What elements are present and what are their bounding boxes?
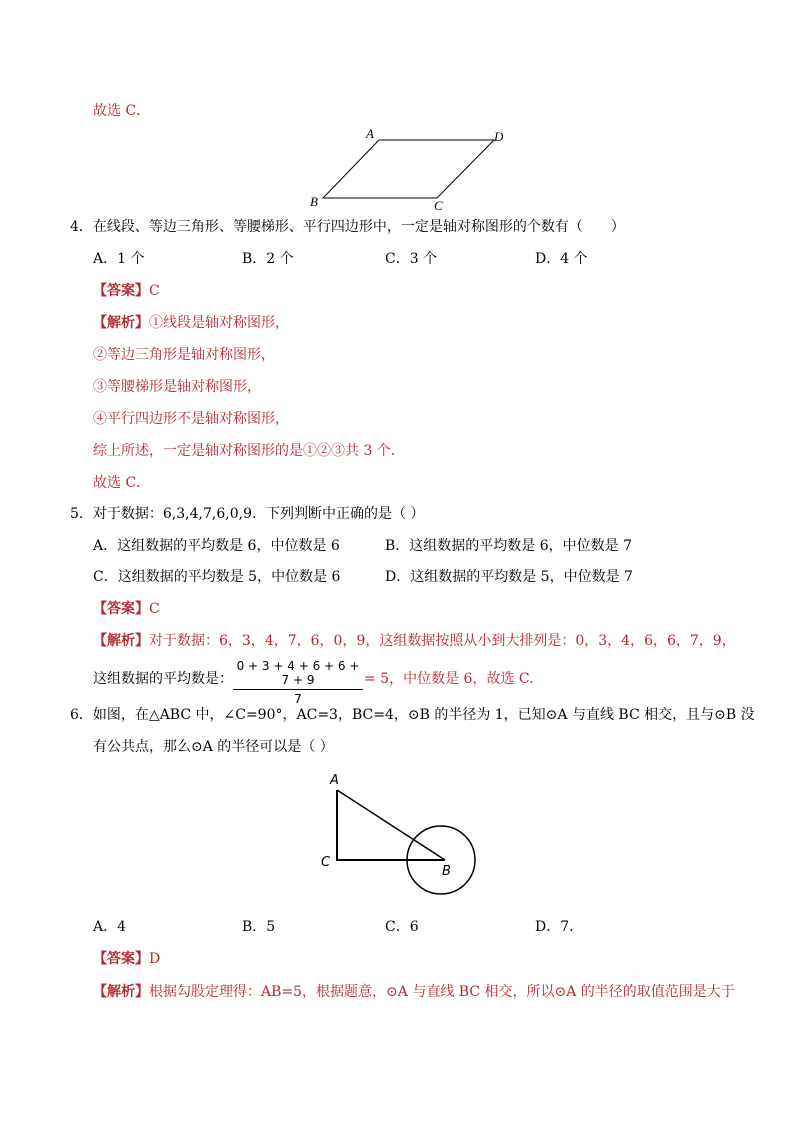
q4-stem: 在线段、等边三角形、等腰梯形、平行四边形中，一定是轴对称图形的个数有（ ） <box>92 219 625 235</box>
q4-analysis-line-4: ④平行四边形不是轴对称图形， <box>93 411 289 427</box>
q4-analysis-label: 【解析】 <box>93 315 149 331</box>
q4-analysis-line-2: ②等边三角形是轴对称图形， <box>93 347 275 363</box>
triangle-circle-figure <box>310 765 490 900</box>
q4-option-b: B．2 个 <box>242 251 294 267</box>
q5-answer-label: 【答案】 <box>93 601 149 617</box>
q6-analysis <box>93 983 735 1001</box>
label-C: C <box>434 198 443 213</box>
q6-option-b: B．5 <box>242 919 276 935</box>
q4-answer-value: C <box>149 283 160 299</box>
q5-stem: 对于数据：6,3,4,7,6,0,9．下列判断中正确的是（ ） <box>92 506 425 522</box>
q5-mean-fraction <box>233 659 363 706</box>
q6-answer <box>93 950 160 968</box>
q5-mean-denominator: 7 <box>294 692 302 706</box>
q4-conclusion: 故选 C． <box>93 475 151 491</box>
q4-question <box>70 218 625 236</box>
q5-mean-prefix: 这组数据的平均数是： <box>93 671 233 687</box>
q6-answer-label: 【答案】 <box>93 951 149 967</box>
q4-analysis-line-1: ①线段是轴对称图形， <box>149 315 289 331</box>
q5-question <box>70 505 424 523</box>
q6-stem-line-1: 如图，在△ABC 中，∠C=90°，AC=3，BC=4，⊙B 的半径为 1，已知⊙A 与直线 BC 相交，且与⊙B 没 <box>92 707 755 723</box>
q6-stem-line-2: 有公共点，那么⊙A 的半径可以是（ ） <box>93 739 334 755</box>
q6-analysis-label: 【解析】 <box>93 984 149 1000</box>
parallelogram-figure <box>300 120 520 215</box>
label-D: D <box>494 129 504 144</box>
q5-option-c: C．这组数据的平均数是 5，中位数是 6 <box>93 569 341 585</box>
q3-conclusion: 故选 C． <box>93 103 151 119</box>
q5-analysis-line-1: 对于数据：6，3，4，7，6，0，9，这组数据按照从小到大排列是：0，3，4，6，6，7，9， <box>149 633 736 649</box>
label-B: B <box>442 864 451 879</box>
label-A: A <box>366 126 374 141</box>
q6-option-c: C．6 <box>385 919 419 935</box>
q4-option-a: A．1 个 <box>93 251 145 267</box>
q4-number: 4． <box>70 219 93 235</box>
label-C: C <box>321 855 331 870</box>
q4-option-d: D．4 个 <box>535 251 588 267</box>
q5-analysis <box>93 632 736 650</box>
q4-analysis <box>93 314 289 332</box>
q6-analysis-line-1: 根据勾股定理得：AB=5，根据题意，⊙A 与直线 BC 相交，所以⊙A 的半径的取值范围是大于 <box>149 984 735 1000</box>
q6-answer-value: D <box>149 951 161 967</box>
q5-analysis-label: 【解析】 <box>93 633 149 649</box>
q6-option-d: D．7. <box>535 919 574 935</box>
q5-answer-value: C <box>149 601 160 617</box>
q4-option-c: C．3 个 <box>385 251 438 267</box>
q6-question-line-1 <box>70 706 755 724</box>
q5-option-d: D．这组数据的平均数是 5，中位数是 7 <box>385 569 633 585</box>
q4-summary: 综上所述，一定是轴对称图形的是①②③共 3 个． <box>93 443 405 459</box>
q5-mean-suffix: = 5，中位数是 6，故选 C. <box>364 671 534 687</box>
q5-number: 5． <box>70 506 93 522</box>
q5-option-a: A．这组数据的平均数是 6，中位数是 6 <box>93 538 340 554</box>
q6-number: 6． <box>70 707 93 723</box>
q5-option-b: B．这组数据的平均数是 6，中位数是 7 <box>385 538 633 554</box>
q4-analysis-line-3: ③等腰梯形是轴对称图形， <box>93 379 261 395</box>
q5-mean-numerator: 0 + 3 + 4 + 6 + 6 + 7 + 9 <box>233 659 363 690</box>
q4-answer <box>93 282 160 300</box>
label-B: B <box>310 194 318 209</box>
q4-answer-label: 【答案】 <box>93 283 149 299</box>
q6-option-a: A．4 <box>93 919 127 935</box>
label-A: A <box>330 773 339 788</box>
q5-answer <box>93 600 160 618</box>
